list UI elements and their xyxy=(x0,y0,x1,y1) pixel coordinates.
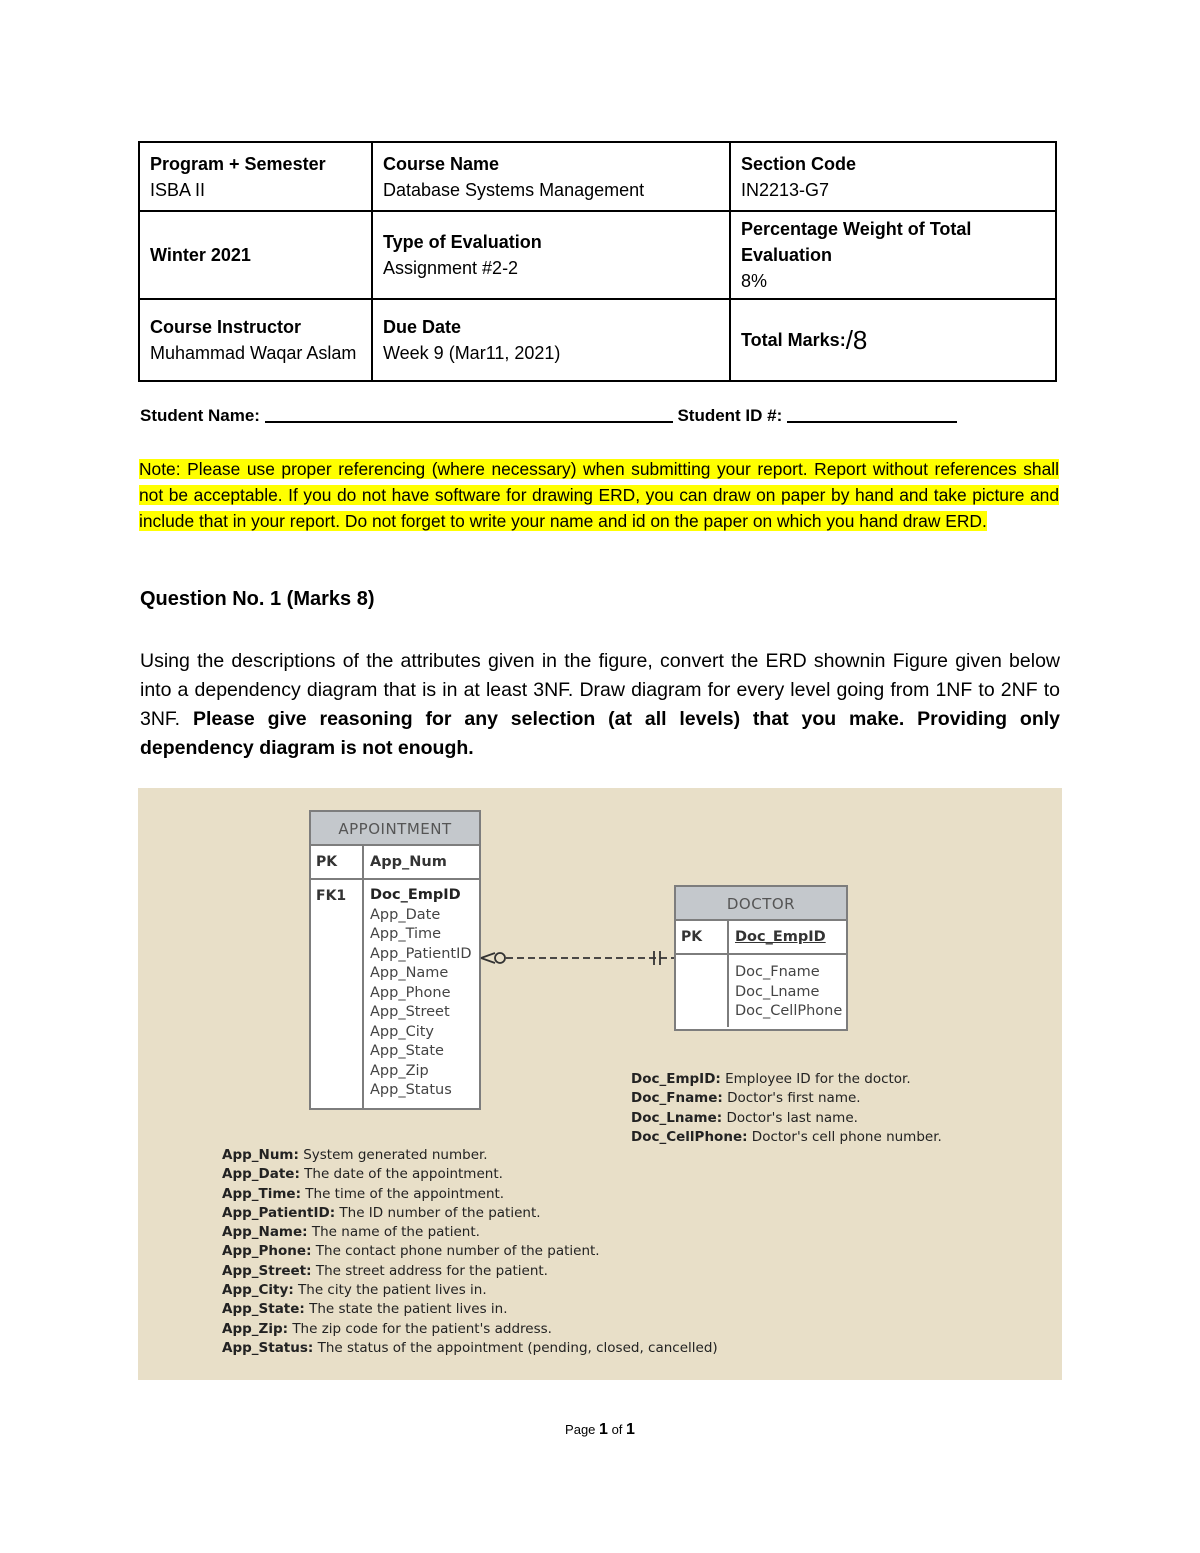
attr-app-name: App_Name xyxy=(370,965,449,981)
doctor-desc-row: Doc_Lname: Doctor's last name. xyxy=(631,1109,858,1126)
course-cell xyxy=(372,142,730,211)
due-value: Week 9 (Mar11, 2021) xyxy=(383,343,561,363)
attr-app-patientid: App_PatientID xyxy=(370,945,472,962)
attr-doc-cellphone: Doc_CellPhone xyxy=(735,1003,843,1019)
appointment-descriptions xyxy=(222,1146,718,1358)
appointment-desc-row: App_Num: System generated number. xyxy=(222,1147,488,1163)
doctor-title: DOCTOR xyxy=(676,887,846,921)
student-info-line xyxy=(140,404,1060,426)
doctor-pk-label: PK xyxy=(676,921,729,953)
attr-doc-fname: Doc_Fname xyxy=(735,964,820,980)
attr-app-zip: App_Zip xyxy=(370,1062,429,1079)
appointment-desc-row: App_Status: The status of the appointment (pending, closed, cancelled) xyxy=(222,1339,718,1356)
appointment-pk-label: PK xyxy=(311,846,364,878)
eval-type-value: Assignment #2-2 xyxy=(383,258,519,278)
appointment-desc-row: App_Zip: The zip code for the patient's address. xyxy=(222,1320,552,1337)
page-number xyxy=(0,1421,1200,1439)
attr-doc-lname: Doc_Lname xyxy=(735,983,820,1000)
section-label: Section Code xyxy=(741,153,857,174)
doctor-desc-row: Doc_EmpID: Employee ID for the doctor. xyxy=(631,1071,911,1087)
student-name-label: Student Name: xyxy=(140,406,260,425)
appointment-desc-row: App_Date: The date of the appointment. xyxy=(222,1166,503,1183)
instructor-cell xyxy=(139,299,372,381)
appointment-desc-row: App_PatientID: The ID number of the patient. xyxy=(222,1204,541,1221)
appointment-pk-attr: App_Num xyxy=(370,854,447,870)
attr-app-status: App_Status xyxy=(370,1082,452,1098)
page-current: 1 xyxy=(599,1421,608,1438)
instructor-value: Muhammad Waqar Aslam xyxy=(150,343,357,363)
program-cell xyxy=(139,142,372,211)
program-label: Program + Semester xyxy=(150,153,326,174)
section-value: IN2213-G7 xyxy=(741,179,830,200)
page-total: 1 xyxy=(626,1421,635,1438)
due-label: Due Date xyxy=(383,317,462,337)
attr-app-city: App_City xyxy=(370,1023,434,1040)
attr-app-time: App_Time xyxy=(370,926,442,942)
course-info-table xyxy=(138,141,1057,382)
total-marks-cell xyxy=(730,299,1056,381)
doctor-descriptions xyxy=(631,1070,942,1147)
crowfoot-lower xyxy=(481,958,495,963)
appointment-desc-row: App_Time: The time of the appointment. xyxy=(222,1185,505,1202)
doctor-desc-row: Doc_CellPhone: Doctor's cell phone number. xyxy=(631,1128,942,1145)
question-body: Using the descriptions of the attributes given in the figure, convert the ERD shownin Figure given below into a dependency diagram that is in at least 3NF. Draw diagram for every level going from 1NF to 2NF to 3NF. xyxy=(140,650,1060,730)
term-value: Winter 2021 xyxy=(150,245,251,265)
erd-figure xyxy=(138,788,1062,1380)
instructor-label: Course Instructor xyxy=(150,317,302,337)
appointment-desc-row: App_City: The city the patient lives in. xyxy=(222,1282,487,1299)
appointment-desc-row: App_Phone: The contact phone number of the patient. xyxy=(222,1243,600,1260)
term-cell xyxy=(139,211,372,299)
eval-type-cell xyxy=(372,211,730,299)
total-marks-value: /8 xyxy=(845,325,868,355)
doctor-desc-row: Doc_Fname: Doctor's first name. xyxy=(631,1090,861,1107)
attr-doc-empid: Doc_EmpID xyxy=(370,887,461,903)
attr-app-state: App_State xyxy=(370,1043,444,1059)
question-title: Question No. 1 (Marks 8) xyxy=(140,588,375,610)
crowfoot-upper xyxy=(481,953,495,958)
due-cell xyxy=(372,299,730,381)
course-label: Course Name xyxy=(383,153,500,174)
appointment-title: APPOINTMENT xyxy=(311,812,479,846)
doctor-pk-attr: Doc_EmpID xyxy=(735,929,826,945)
student-id-label: Student ID #: xyxy=(677,406,783,425)
attr-app-phone: App_Phone xyxy=(370,984,451,1001)
attr-app-street: App_Street xyxy=(370,1004,450,1020)
of-word: of xyxy=(611,1422,623,1437)
note-paragraph xyxy=(139,456,1059,534)
appointment-desc-row: App_State: The state the patient lives in. xyxy=(222,1301,508,1318)
total-marks-label: Total Marks: xyxy=(741,330,846,350)
weight-cell xyxy=(730,211,1056,299)
weight-value: 8% xyxy=(741,271,768,291)
page-word: Page xyxy=(565,1422,596,1437)
appointment-desc-row: App_Name: The name of the patient. xyxy=(222,1224,480,1241)
section-cell xyxy=(730,142,1056,211)
question-text xyxy=(140,647,1060,763)
appointment-fk-label: FK1 xyxy=(311,880,364,1108)
eval-type-label: Type of Evaluation xyxy=(383,232,542,252)
attr-app-date: App_Date xyxy=(370,906,441,923)
optional-zero-circle xyxy=(495,953,505,963)
course-value: Database Systems Management xyxy=(383,179,645,200)
weight-label: Percentage Weight of Total Evaluation xyxy=(741,219,972,265)
program-value: ISBA II xyxy=(150,179,206,200)
appointment-desc-row: App_Street: The street address for the patient. xyxy=(222,1262,548,1279)
note-text: Note: Please use proper referencing (where necessary) when submitting your report. Report without references shall not be acceptable. If you do not have software for drawing ERD, you can draw on paper by hand and take picture and include that in your report. Do not forget to write your name and id on the paper on which you hand draw ERD. xyxy=(139,459,1059,531)
student-name-blank[interactable] xyxy=(265,404,673,423)
question-emphasis: Please give reasoning for any selection (at all levels) that you make. Providing only dependency diagram is not enough. xyxy=(140,708,1061,759)
student-id-blank[interactable] xyxy=(787,404,957,423)
